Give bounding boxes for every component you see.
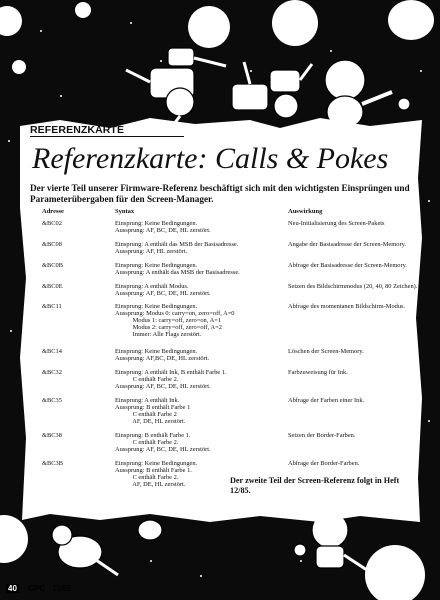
page-number: 40	[8, 584, 17, 593]
creature-bottom-left	[52, 520, 162, 575]
row-address: &BC32	[42, 369, 62, 376]
robot-pair-illustration	[232, 62, 312, 118]
row-address: &BC35	[42, 397, 62, 404]
row-effect: Abfrage der Farben einer Ink.	[288, 397, 365, 404]
row-address: &BC14	[42, 348, 62, 355]
column-header-address: Adresse	[42, 208, 64, 215]
row-syntax: Einsprung: A enthält Ink, B enthält Farbe 1. C enthält Farbe 2. Aussprung: AF, BC, DE, HL zerstört.	[115, 369, 227, 390]
row-address: &BC11	[42, 303, 62, 310]
row-effect: Angabe der Basisadresse der Screen-Memory.	[288, 241, 406, 248]
row-syntax: Einsprung: A enthält das MSB der Basisadresse. Aussprung: AF, HL zerstört.	[115, 241, 239, 255]
section-label: REFERENZKARTE	[30, 124, 125, 136]
row-syntax: Einsprung: Keine Bedingungen. Aussprung: B enthält Farbe 1. C enthält Farbe 2. AF, DE, HL zerstört.	[115, 460, 198, 488]
issue-number: 11/85	[52, 584, 72, 593]
row-effect: Abfrage der Border-Farben.	[288, 460, 360, 467]
row-effect: Setzen des Bildschirmmodus (20, 40, 80 Zeichen).	[288, 283, 418, 290]
row-address: &BC38	[42, 432, 62, 439]
row-address: &BC0E	[42, 283, 63, 290]
row-address: &BC08	[42, 241, 62, 248]
row-address: &BC02	[42, 220, 62, 227]
column-header-syntax: Syntax	[115, 208, 135, 215]
row-effect: Farbzuweisung für Ink.	[288, 369, 348, 376]
page-title: Referenzkarte: Calls & Pokes	[32, 142, 389, 175]
row-effect: Abfrage der Basisadresse der Screen-Memory.	[288, 262, 408, 269]
row-effect: Löschen der Screen-Memory.	[288, 348, 364, 355]
intro-text: Der vierte Teil unserer Firmware-Referenz beschäftigt sich mit den wichtigsten Einsprüngen und Parameterübergaben für den Screen-Manager.	[30, 183, 410, 204]
row-syntax: Einsprung: Keine Bedingungen. Aussprung: Modus 0: carry=on, zero=off, A=0 Modus 1: carry=off, zero=on, A=1 Modus 2: carry=off, zero=off, A=2 Immer: Alle Flags zerstört.	[115, 303, 235, 338]
row-syntax: Einsprung: Keine Bedingungen. Aussprung: AF, BC, DE, HL zerstört.	[115, 220, 211, 234]
magazine-name: CPC	[28, 584, 45, 593]
row-effect: Neu-Initialisierung des Screen-Pakets	[288, 220, 385, 227]
row-address: &BC0B	[42, 262, 63, 269]
page-footer	[0, 582, 440, 598]
row-syntax: Einsprung: A enthält Ink. Aussprung: B enthält Farbe 1 C enthält Farbe 2 AF, DE, HL zerstört.	[115, 397, 191, 425]
row-syntax: Einsprung: Keine Bedingungen. Aussprung: AF,BC, DE, HL zerstört.	[115, 348, 210, 362]
row-effect: Abfrage des momentanen Bildschirm-Modus.	[288, 303, 406, 310]
row-syntax: Einsprung: A enthält Modus. Aussprung: AF, BC, DE, HL zerstört.	[115, 283, 211, 297]
closing-note: Der zweite Teil der Screen-Referenz folgt in Heft 12/85.	[230, 476, 400, 495]
row-syntax: Einsprung: B enthält Farbe 1. C enthält Farbe 2. Aussprung: AF, BC, DE, HL zerstört.	[115, 432, 211, 453]
section-rule	[30, 136, 184, 137]
row-syntax: Einsprung: Keine Bedingungen. Aussprung: A enthält das MSB der Basisadresse.	[115, 262, 240, 276]
row-address: &BC3B	[42, 460, 63, 467]
column-header-effect: Auswirkung	[288, 208, 323, 215]
row-effect: Setzen der Border-Farben.	[288, 432, 356, 439]
